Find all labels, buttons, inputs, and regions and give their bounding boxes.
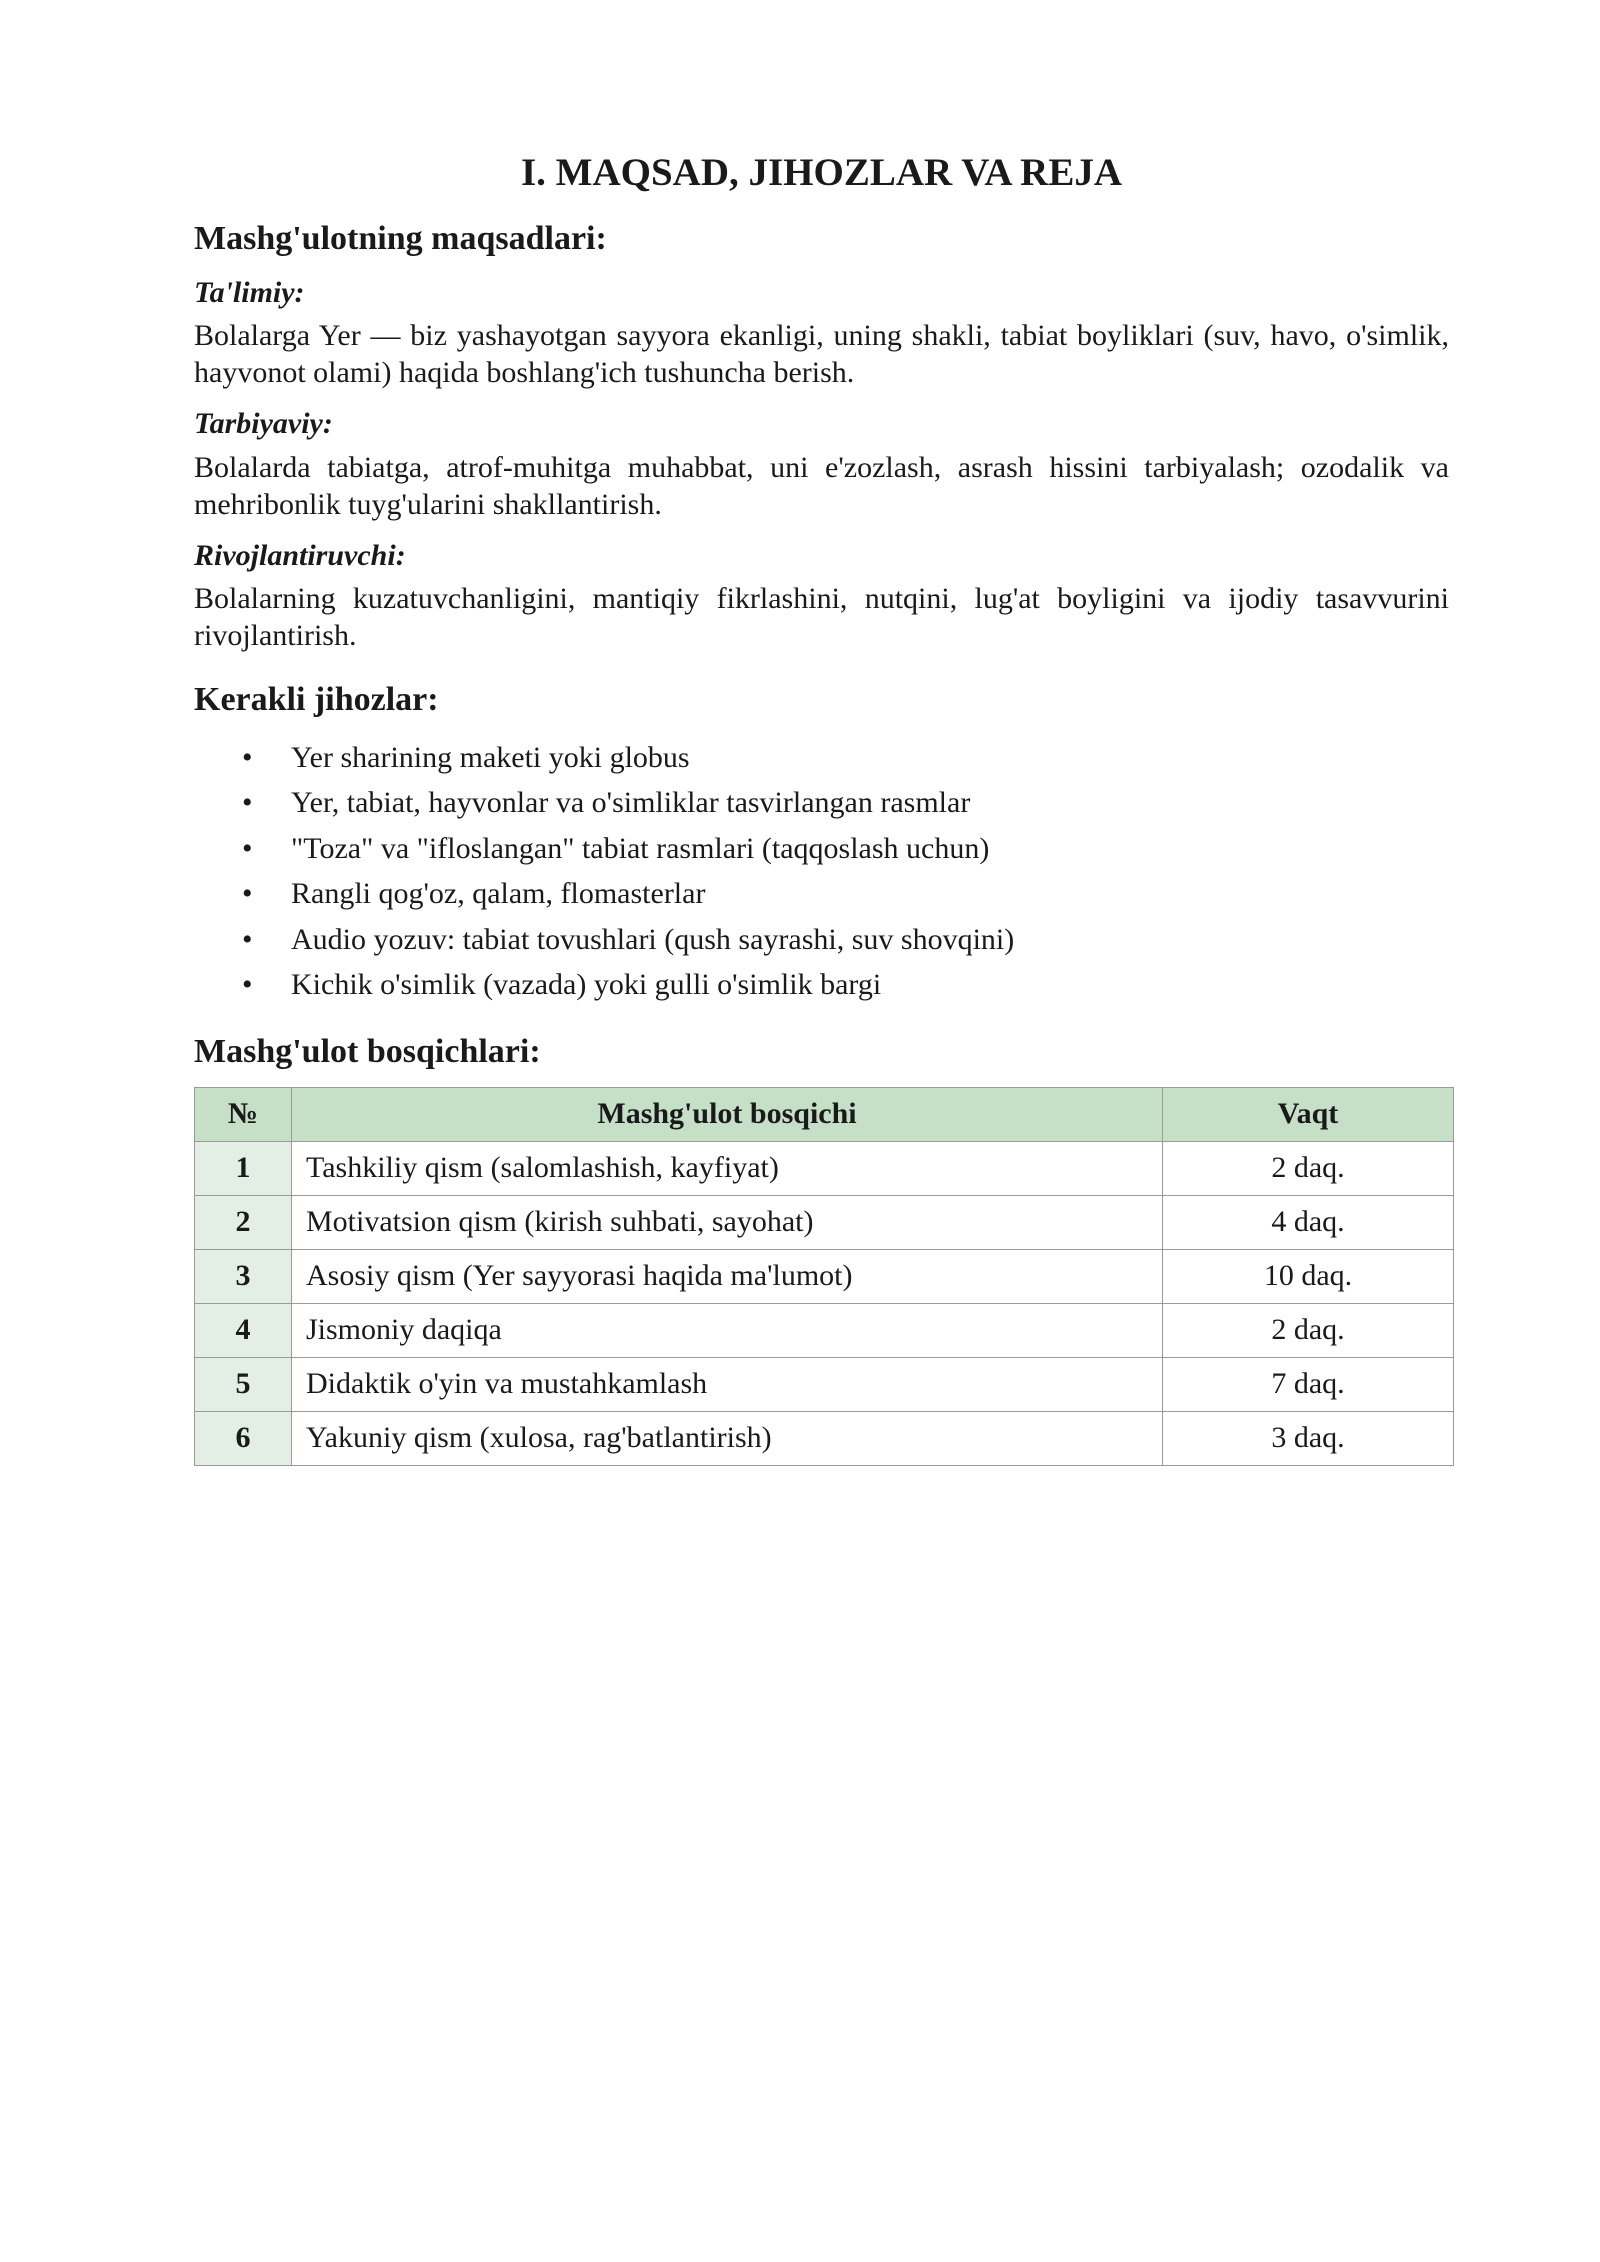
row-time: 4 daq. xyxy=(1163,1195,1454,1249)
row-number: 4 xyxy=(195,1303,292,1357)
row-stage: Motivatsion qism (kirish suhbati, sayohat) xyxy=(292,1195,1163,1249)
row-stage: Tashkiliy qism (salomlashish, kayfiyat) xyxy=(292,1141,1163,1195)
list-item-text: Yer, tabiat, hayvonlar va o'simliklar tasvirlangan rasmlar xyxy=(291,786,971,820)
table-row xyxy=(195,1249,1454,1303)
row-time: 2 daq. xyxy=(1163,1141,1454,1195)
list-item-text: Kichik o'simlik (vazada) yoki gulli o'simlik bargi xyxy=(291,968,882,1002)
goal-rivojlantiruvchi xyxy=(194,537,1449,655)
bullet-icon: • xyxy=(242,877,253,911)
bullet-icon: • xyxy=(242,740,253,774)
bullet-icon: • xyxy=(242,831,253,865)
table-row xyxy=(195,1141,1454,1195)
row-number: 1 xyxy=(195,1141,292,1195)
goals-heading: Mashg'ulotning maqsadlari: xyxy=(194,219,607,257)
stages-heading: Mashg'ulot bosqichlari: xyxy=(194,1032,541,1070)
row-number: 2 xyxy=(195,1195,292,1249)
row-number: 5 xyxy=(195,1357,292,1411)
row-time: 2 daq. xyxy=(1163,1303,1454,1357)
list-item-text: Audio yozuv: tabiat tovushlari (qush sayrashi, suv shovqini) xyxy=(291,922,1015,956)
table-row xyxy=(195,1411,1454,1465)
list-item xyxy=(194,962,1449,1008)
goal-text: Bolalarda tabiatga, atrof-muhitga muhabbat, uni e'zozlash, asrash hissini tarbiyalash; ozodalik va mehribonlik tuyg'ularini shakllantirish. xyxy=(194,450,1449,521)
row-number: 6 xyxy=(195,1411,292,1465)
row-time: 10 daq. xyxy=(1163,1249,1454,1303)
bullet-icon: • xyxy=(242,922,253,956)
goal-label: Ta'limiy: xyxy=(194,275,305,309)
list-item-text: Rangli qog'oz, qalam, flomasterlar xyxy=(291,877,706,911)
table-header-row xyxy=(195,1087,1454,1141)
row-time: 7 daq. xyxy=(1163,1357,1454,1411)
row-stage: Asosiy qism (Yer sayyorasi haqida ma'lumot) xyxy=(292,1249,1163,1303)
goal-talimiy xyxy=(194,274,1449,392)
list-item xyxy=(194,871,1449,917)
row-stage: Didaktik o'yin va mustahkamlash xyxy=(292,1357,1163,1411)
row-time: 3 daq. xyxy=(1163,1411,1454,1465)
list-item-text: "Toza" va "ifloslangan" tabiat rasmlari (taqqoslash uchun) xyxy=(291,831,990,865)
table-row xyxy=(195,1357,1454,1411)
goal-text: Bolalarning kuzatuvchanligini, mantiqiy fikrlashini, nutqini, lug'at boyligini va ijodiy tasavvurini rivojlantirish. xyxy=(194,582,1449,653)
goal-label: Tarbiyaviy: xyxy=(194,407,333,441)
row-number: 3 xyxy=(195,1249,292,1303)
goal-tarbiyaviy xyxy=(194,405,1449,523)
column-header-time: Vaqt xyxy=(1163,1087,1454,1141)
document-title: I. MAQSAD, JIHOZLAR VA REJA xyxy=(521,151,1122,194)
column-header-stage: Mashg'ulot bosqichi xyxy=(292,1087,1163,1141)
equipment-heading: Kerakli jihozlar: xyxy=(194,681,439,719)
list-item xyxy=(194,735,1449,781)
list-item-text: Yer sharining maketi yoki globus xyxy=(291,740,690,774)
column-header-number: № xyxy=(195,1087,292,1141)
row-stage: Yakuniy qism (xulosa, rag'batlantirish) xyxy=(292,1411,1163,1465)
goal-text: Bolalarga Yer — biz yashayotgan sayyora ekanligi, uning shakli, tabiat boyliklari (suv, havo, o'simlik, hayvonot olami) haqida boshlang'ich tushuncha berish. xyxy=(194,319,1449,390)
table-row xyxy=(195,1195,1454,1249)
list-item xyxy=(194,826,1449,872)
table-row xyxy=(195,1303,1454,1357)
stages-table xyxy=(194,1087,1454,1466)
equipment-list xyxy=(194,735,1449,1008)
goal-label: Rivojlantiruvchi: xyxy=(194,538,406,572)
document-page xyxy=(194,150,1449,1466)
bullet-icon: • xyxy=(242,786,253,820)
list-item xyxy=(194,780,1449,826)
bullet-icon: • xyxy=(242,968,253,1002)
list-item xyxy=(194,917,1449,963)
row-stage: Jismoniy daqiqa xyxy=(292,1303,1163,1357)
